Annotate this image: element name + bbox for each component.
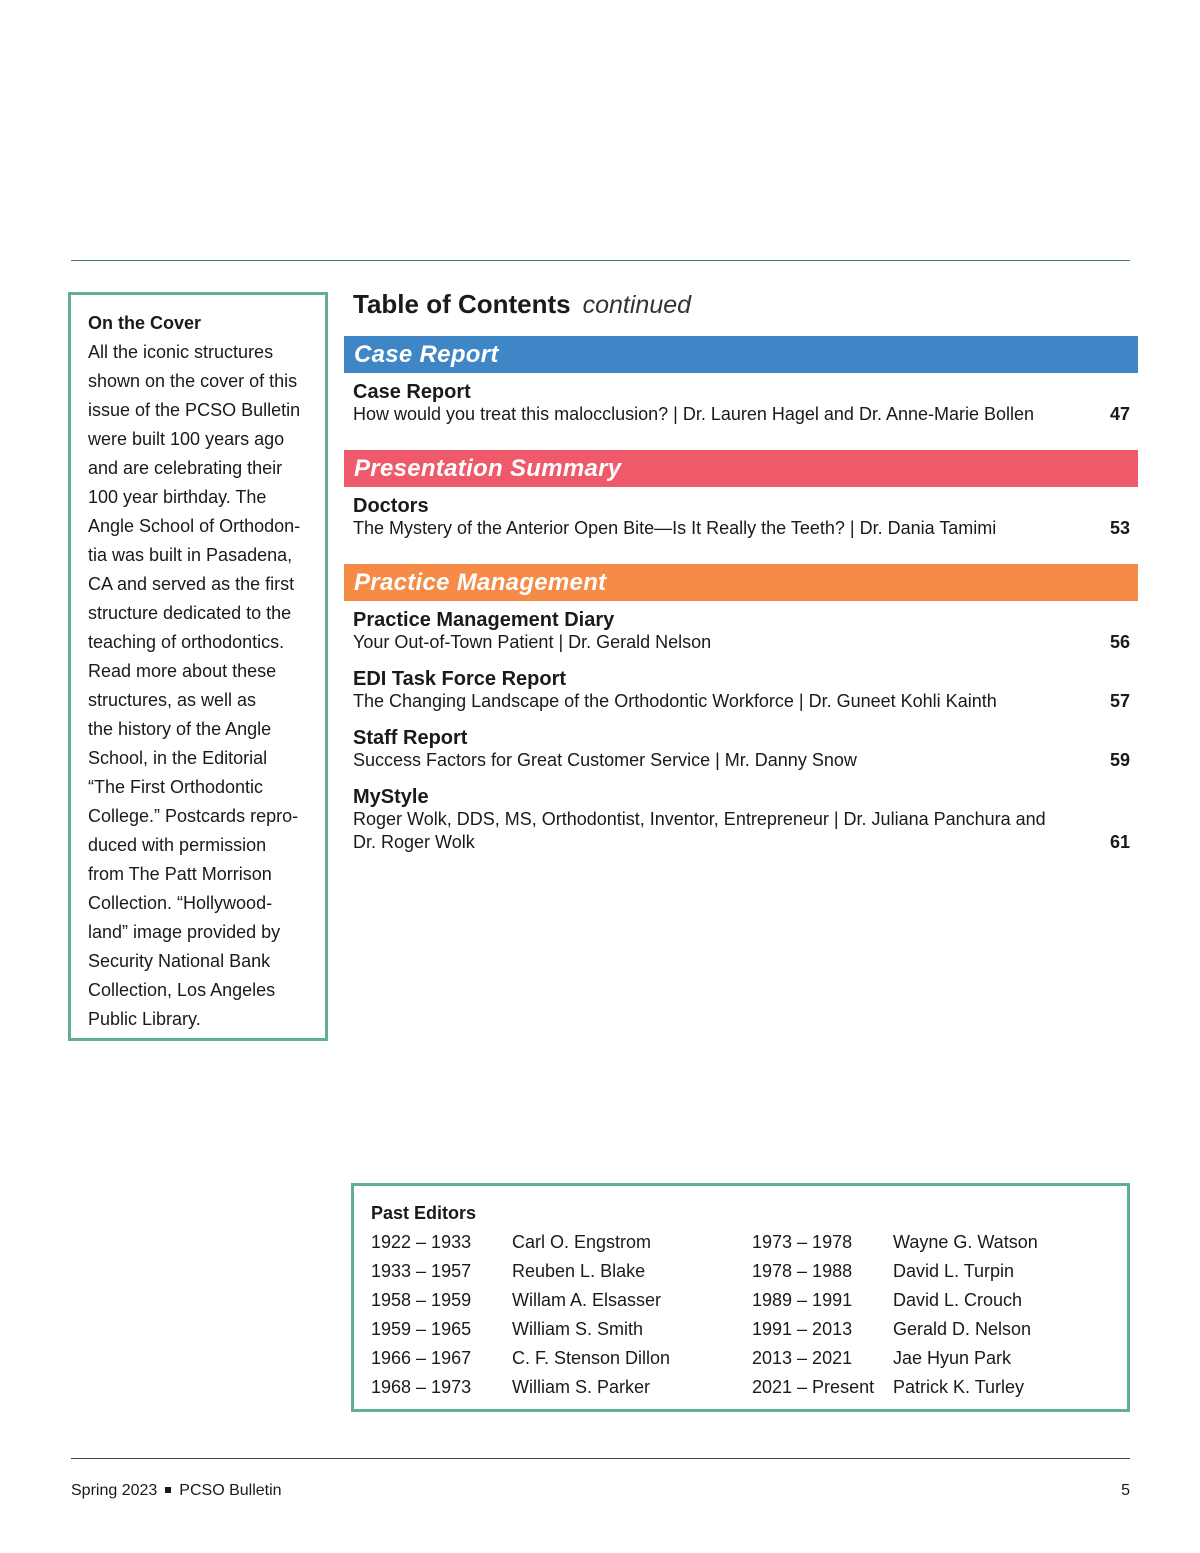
editors-column-left xyxy=(371,1228,752,1402)
entry-row xyxy=(353,403,1130,426)
editor-row xyxy=(752,1257,1133,1286)
cover-line: School, in the Editorial xyxy=(88,748,268,768)
toc-subtitle: continued xyxy=(582,291,692,319)
editor-row xyxy=(752,1373,1133,1402)
editor-name: Wayne G. Watson xyxy=(893,1232,1038,1252)
toc-entry[interactable] xyxy=(344,668,1138,713)
entry-page-number: 57 xyxy=(1109,691,1130,711)
entry-page-number: 53 xyxy=(1109,518,1130,538)
editor-years: 1922 – 1933 xyxy=(371,1232,472,1252)
cover-line: structures, as well as xyxy=(88,690,257,710)
editor-name: David L. Crouch xyxy=(893,1290,1023,1310)
entry-row xyxy=(353,749,1130,772)
entry-title: Doctors xyxy=(353,495,429,517)
editor-row xyxy=(371,1315,752,1344)
toc-entry[interactable] xyxy=(344,495,1138,540)
entry-title: Practice Management Diary xyxy=(353,609,615,631)
page-number: 5 xyxy=(1121,1482,1130,1499)
entry-page-number: 47 xyxy=(1109,404,1130,424)
editor-years: 1959 – 1965 xyxy=(371,1319,472,1339)
toc-section-practice-management xyxy=(344,564,1138,854)
cover-text xyxy=(88,338,313,1034)
entry-description: The Changing Landscape of the Orthodontic Workforce | Dr. Guneet Kohli Kainth xyxy=(353,691,997,711)
editor-years: 2013 – 2021 xyxy=(752,1348,853,1368)
editor-years: 1978 – 1988 xyxy=(752,1261,853,1281)
editor-years: 1991 – 2013 xyxy=(752,1319,853,1339)
toc-entry[interactable] xyxy=(344,727,1138,772)
toc-section-presentation-summary xyxy=(344,450,1138,540)
editor-name: Jae Hyun Park xyxy=(893,1348,1012,1368)
entry-page-number: 61 xyxy=(1109,832,1130,852)
section-bar: Presentation Summary xyxy=(344,450,1138,487)
entry-page-number: 59 xyxy=(1109,750,1130,770)
editor-name: William S. Smith xyxy=(512,1319,644,1339)
entry-description: The Mystery of the Anterior Open Bite—Is It Really the Teeth? | Dr. Dania Tamimi xyxy=(353,518,997,538)
editor-row xyxy=(752,1286,1133,1315)
footer-publication: PCSO Bulletin xyxy=(179,1482,282,1499)
cover-line: College.” Postcards repro- xyxy=(88,806,299,826)
entry-title: Staff Report xyxy=(353,727,468,749)
entry-description: Success Factors for Great Customer Service | Mr. Danny Snow xyxy=(353,750,857,770)
cover-line: “The First Orthodontic xyxy=(88,777,264,797)
cover-line: Collection, Los Angeles xyxy=(88,980,276,1000)
entry-description: How would you treat this malocclusion? | Dr. Lauren Hagel and Dr. Anne-Marie Bollen xyxy=(353,404,1035,424)
cover-line: the history of the Angle xyxy=(88,719,272,739)
footer-issue: Spring 2023 xyxy=(71,1482,158,1499)
entry-row xyxy=(353,808,1130,854)
entry-description: Your Out-of-Town Patient | Dr. Gerald Nelson xyxy=(353,632,712,652)
footer-divider xyxy=(71,1458,1130,1459)
editor-name: William S. Parker xyxy=(512,1377,651,1397)
editor-name: David L. Turpin xyxy=(893,1261,1015,1281)
entry-row xyxy=(353,631,1130,654)
cover-line: 100 year birthday. The xyxy=(88,487,267,507)
toc-entry[interactable] xyxy=(344,786,1138,854)
cover-line: teaching of orthodontics. xyxy=(88,632,285,652)
cover-line: Angle School of Orthodon- xyxy=(88,516,301,536)
entry-row xyxy=(353,517,1130,540)
cover-line: from The Patt Morrison xyxy=(88,864,272,884)
past-editors-box xyxy=(351,1183,1130,1412)
editor-name: Willam A. Elsasser xyxy=(512,1290,662,1310)
cover-line: structure dedicated to the xyxy=(88,603,292,623)
cover-line: Security National Bank xyxy=(88,951,271,971)
editor-row xyxy=(752,1315,1133,1344)
section-bar: Practice Management xyxy=(344,564,1138,601)
editor-row xyxy=(371,1228,752,1257)
editor-years: 1968 – 1973 xyxy=(371,1377,472,1397)
editor-row xyxy=(371,1286,752,1315)
editor-years: 1989 – 1991 xyxy=(752,1290,853,1310)
cover-line: All the iconic structures xyxy=(88,342,274,362)
editor-name: Carl O. Engstrom xyxy=(512,1232,652,1252)
editor-name: Gerald D. Nelson xyxy=(893,1319,1032,1339)
toc-title: Table of Contents xyxy=(353,289,571,319)
editor-name: Patrick K. Turley xyxy=(893,1377,1025,1397)
past-editors-title: Past Editors xyxy=(371,1203,477,1223)
editor-years: 1933 – 1957 xyxy=(371,1261,472,1281)
editor-years: 1966 – 1967 xyxy=(371,1348,472,1368)
editor-name: Reuben L. Blake xyxy=(512,1261,646,1281)
on-the-cover-box xyxy=(68,292,328,1041)
cover-line: duced with permission xyxy=(88,835,267,855)
editor-row xyxy=(371,1373,752,1402)
entry-title: EDI Task Force Report xyxy=(353,668,567,690)
entry-title: MyStyle xyxy=(353,786,429,808)
entry-title: Case Report xyxy=(353,381,471,403)
cover-line: land” image provided by xyxy=(88,922,281,942)
toc-section-case-report xyxy=(344,336,1138,426)
editor-row xyxy=(752,1228,1133,1257)
cover-line: issue of the PCSO Bulletin xyxy=(88,400,301,420)
top-divider xyxy=(71,260,1130,261)
table-of-contents xyxy=(344,286,1138,878)
entry-page-number: 56 xyxy=(1109,632,1130,652)
toc-entry[interactable] xyxy=(344,609,1138,654)
cover-line: and are celebrating their xyxy=(88,458,283,478)
editor-name: C. F. Stenson Dillon xyxy=(512,1348,671,1368)
entry-row xyxy=(353,690,1130,713)
editor-row xyxy=(371,1344,752,1373)
cover-line: Read more about these xyxy=(88,661,277,681)
entry-description: Roger Wolk, DDS, MS, Orthodontist, Inventor, Entrepreneur | Dr. Juliana Panchura and Dr. Roger Wolk xyxy=(353,809,1046,852)
editor-row xyxy=(752,1344,1133,1373)
editor-years: 2021 – Present xyxy=(752,1377,875,1397)
editor-years: 1973 – 1978 xyxy=(752,1232,853,1252)
cover-line: Public Library. xyxy=(88,1009,201,1029)
cover-line: tia was built in Pasadena, xyxy=(88,545,293,565)
section-bar: Case Report xyxy=(344,336,1138,373)
cover-line: were built 100 years ago xyxy=(88,429,285,449)
editor-years: 1958 – 1959 xyxy=(371,1290,472,1310)
toc-entry[interactable] xyxy=(344,381,1138,426)
cover-line: CA and served as the first xyxy=(88,574,295,594)
toc-heading xyxy=(344,286,1138,336)
editor-row xyxy=(371,1257,752,1286)
square-bullet-icon xyxy=(165,1487,171,1493)
cover-line: shown on the cover of this xyxy=(88,371,298,391)
editors-column-right xyxy=(752,1228,1133,1402)
cover-title: On the Cover xyxy=(88,313,202,333)
footer-issue-info xyxy=(71,1480,282,1502)
cover-line: Collection. “Hollywood- xyxy=(88,893,273,913)
